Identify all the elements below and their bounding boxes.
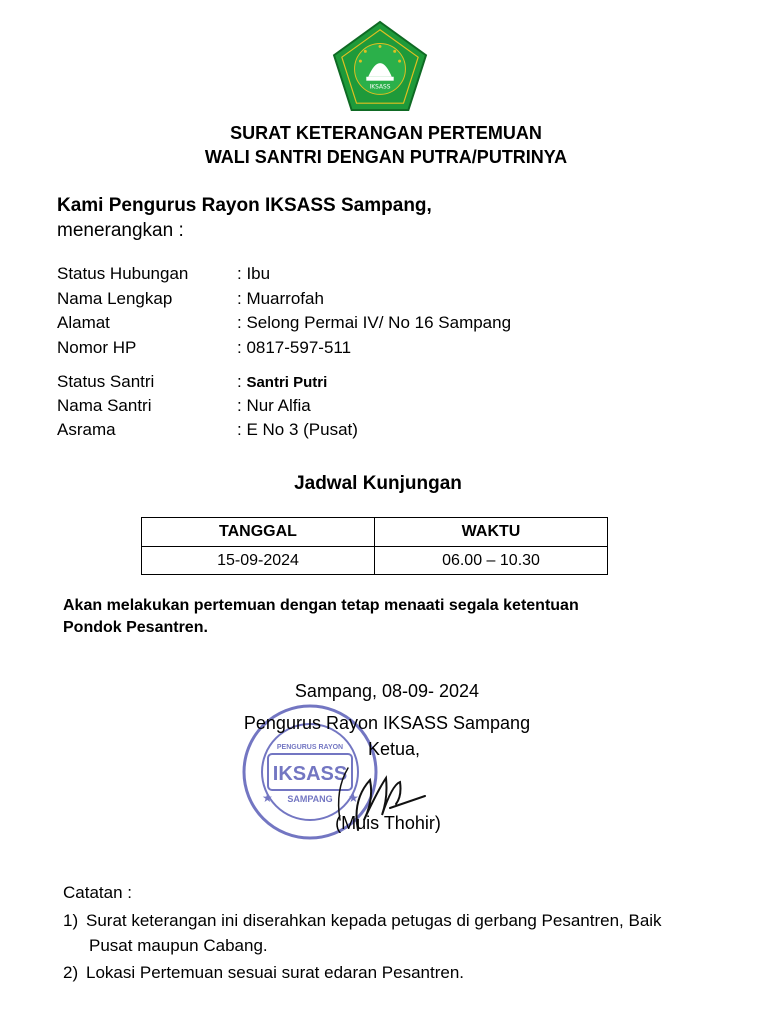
column-header-tanggal: TANGGAL <box>142 518 375 547</box>
field-label-nama-santri: Nama Santri <box>57 396 152 415</box>
note-text-2: Lokasi Pertemuan sesuai surat edaran Pesantren. <box>86 963 465 982</box>
field-label-nomor-hp: Nomor HP <box>57 338 137 357</box>
commitment-line1: Akan melakukan pertemuan dengan tetap menaati segala ketentuan <box>63 597 579 614</box>
field-value-nama-santri: : Nur Alfia <box>237 396 311 415</box>
field-value-status-santri: : Santri Putri <box>237 372 328 391</box>
svg-text:SAMPANG: SAMPANG <box>287 794 333 804</box>
svg-text:PENGURUS RAYON: PENGURUS RAYON <box>276 744 344 751</box>
field-value-nama-lengkap: : Muarrofah <box>237 289 324 308</box>
cell-date: 15-09-2024 <box>142 547 375 575</box>
column-header-waktu: WAKTU <box>375 518 608 547</box>
schedule-table <box>141 517 608 575</box>
field-label-nama-lengkap: Nama Lengkap <box>57 289 173 308</box>
cell-time: 06.00 – 10.30 <box>375 547 608 575</box>
svg-text:IKSASS: IKSASS <box>272 763 348 785</box>
field-value-status-hubungan: : Ibu <box>237 264 271 283</box>
field-label-alamat: Alamat <box>57 313 110 332</box>
note-text-1-line1: Surat keterangan ini diserahkan kepada petugas di gerbang Pesantren, Baik <box>86 911 662 930</box>
field-value-alamat: : Selong Permai IV/ No 16 Sampang <box>237 313 512 332</box>
signer-role: Ketua, <box>367 739 421 759</box>
schedule-heading: Jadwal Kunjungan <box>294 473 462 494</box>
svg-text:★: ★ <box>348 791 359 805</box>
document-title-line2: WALI SANTRI DENGAN PUTRA/PUTRINYA <box>204 147 568 167</box>
field-value-asrama: : E No 3 (Pusat) <box>237 420 358 439</box>
signing-place-date: Sampang, 08-09- 2024 <box>294 681 480 701</box>
signing-organization: Pengurus Rayon IKSASS Sampang <box>243 713 531 733</box>
field-value-nomor-hp: : 0817-597-511 <box>237 338 352 357</box>
table-row <box>142 547 608 575</box>
note-text-1-line2: Pusat maupun Cabang. <box>89 936 268 955</box>
note-number-1: 1) <box>63 911 79 930</box>
commitment-line2: Pondok Pesantren. <box>63 619 208 636</box>
svg-text:★: ★ <box>262 791 273 805</box>
field-label-asrama: Asrama <box>57 420 116 439</box>
signer-name: (Muis Thohir) <box>335 813 441 833</box>
statement-line: menerangkan : <box>57 220 184 241</box>
note-number-2: 2) <box>63 963 79 982</box>
svg-text:IKSASS: IKSASS <box>369 84 391 91</box>
table-header-row <box>142 518 608 547</box>
field-label-status-santri: Status Santri <box>57 372 155 391</box>
document-title-line1: SURAT KETERANGAN PERTEMUAN <box>230 123 542 143</box>
notes-label: Catatan : <box>63 883 132 902</box>
issuer-line: Kami Pengurus Rayon IKSASS Sampang, <box>57 195 432 216</box>
field-label-status-hubungan: Status Hubungan <box>57 264 189 283</box>
iksass-logo-icon <box>331 20 429 112</box>
